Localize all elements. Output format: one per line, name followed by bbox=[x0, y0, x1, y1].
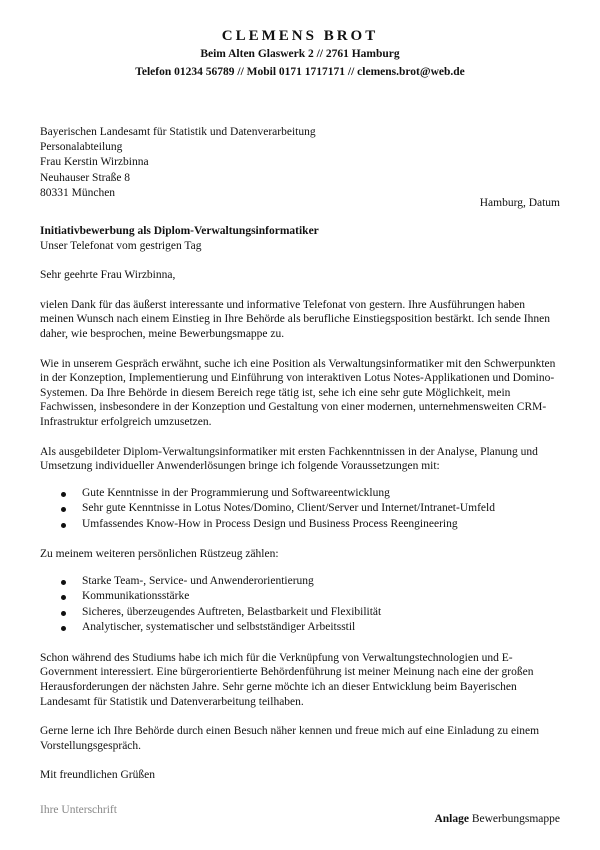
recipient-line: Bayerischen Landesamt für Statistik und Datenverarbeitung bbox=[40, 126, 316, 138]
enclosure-label: Anlage bbox=[434, 813, 469, 825]
sender-address: Beim Alten Glaswerk 2 // 2761 Hamburg bbox=[200, 48, 400, 60]
list-item-text: Kommunikationsstärke bbox=[82, 590, 190, 603]
bullet-icon bbox=[61, 492, 66, 497]
list-item bbox=[82, 589, 560, 605]
paragraph: vielen Dank für das äußerst interessante und informative Telefonat von gestern. Ihre Ausführungen haben meinen Wunsch nach einem Einstieg in Ihre Behörde als berufliche Einstiegsposition bestärkt. Ich sende Ihnen daher, wie besprochen, meine Bewerbungsmappe zu. bbox=[40, 298, 550, 340]
list-item-text: Starke Team-, Service- und Anwenderorientierung bbox=[82, 574, 314, 587]
paragraph: Zu meinem weiteren persönlichen Rüstzeug zählen: bbox=[40, 548, 279, 561]
bullet-icon bbox=[61, 611, 66, 616]
qualifications-list bbox=[40, 486, 560, 533]
enclosure-note bbox=[434, 813, 560, 825]
skills-list bbox=[40, 574, 560, 636]
paragraph: Schon während des Studiums habe ich mich für die Verknüpfung von Verwaltungstechnologien und E-Government interessiert. Eine bürgerorientierte Behördenführung ist meiner Meinung nach eine der großen Herausforderungen der nächsten Jahre. Sehr gerne möchte ich an dieser Entwicklung beim Bayerischen Landesamt für Statistik und Datenverarbeitung teilhaben. bbox=[40, 651, 534, 708]
recipient-address bbox=[40, 125, 316, 201]
list-item-text: Sicheres, überzeugendes Auftreten, Belastbarkeit und Flexibilität bbox=[82, 605, 382, 618]
enclosure-value: Bewerbungsmappe bbox=[471, 813, 560, 825]
list-item bbox=[82, 620, 560, 636]
signature-placeholder: Ihre Unterschrift bbox=[40, 803, 117, 816]
list-item bbox=[82, 501, 560, 517]
bullet-icon bbox=[61, 523, 66, 528]
list-item bbox=[82, 605, 560, 621]
recipient-line: Neuhauser Straße 8 bbox=[40, 171, 131, 184]
list-item-text: Umfassendes Know-How in Process Design und Business Process Reengineering bbox=[82, 517, 458, 530]
recipient-line: Frau Kerstin Wirzbinna bbox=[40, 156, 149, 169]
letterhead bbox=[0, 27, 600, 81]
letter-body bbox=[40, 224, 560, 818]
paragraph: Gerne lerne ich Ihre Behörde durch einen Besuch näher kennen und freue mich auf eine Einladung zu einem Vorstellungsgespräch. bbox=[40, 725, 540, 752]
bullet-icon bbox=[61, 595, 66, 600]
salutation: Sehr geehrte Frau Wirzbinna, bbox=[40, 269, 176, 282]
bullet-icon bbox=[61, 580, 66, 585]
list-item-text: Sehr gute Kenntnisse in Lotus Notes/Domino, Client/Server und Internet/Intranet-Umfeld bbox=[82, 502, 495, 515]
list-item bbox=[82, 574, 560, 590]
sender-contact: Telefon 01234 56789 // Mobil 0171 1717171 // clemens.brot@web.de bbox=[135, 66, 465, 78]
recipient-line: 80331 München bbox=[40, 186, 116, 199]
list-item-text: Gute Kenntnisse in der Programmierung und Softwareentwicklung bbox=[82, 486, 390, 499]
closing: Mit freundlichen Grüßen bbox=[40, 769, 155, 782]
bullet-icon bbox=[61, 626, 66, 631]
bullet-icon bbox=[61, 507, 66, 512]
list-item bbox=[82, 486, 560, 502]
recipient-line: Personalabteilung bbox=[40, 141, 123, 154]
paragraph: Wie in unserem Gespräch erwähnt, suche ich eine Position als Verwaltungsinformatiker mit den Schwerpunkten in der Konzeption, Implementierung und Einführung von interaktiven Lotus Notes-Applikationen und Domino-Systemen. Da Ihre Behörde in diesem Bereich rege tätig ist, sehe ich eine sehr gute Möglichkeit, mein Fachwissen, insbesondere in der Konzeption und Gestaltung von einer modernen, unternehmensweiten CRM-Infrastruktur erfolgreich umzusetzen. bbox=[40, 357, 556, 428]
reference-line: Unser Telefonat vom gestrigen Tag bbox=[40, 239, 202, 252]
sender-name: CLEMENS BROT bbox=[221, 28, 379, 44]
paragraph: Als ausgebildeter Diplom-Verwaltungsinformatiker mit ersten Fachkenntnissen in der Analyse, Planung und Umsetzung individueller Anwenderlösungen bringe ich folgende Voraussetzungen mit: bbox=[40, 445, 538, 473]
subject-line: Initiativbewerbung als Diplom-Verwaltungsinformatiker bbox=[40, 225, 319, 237]
list-item-text: Analytischer, systematischer und selbstständiger Arbeitsstil bbox=[82, 621, 356, 634]
list-item bbox=[82, 517, 560, 533]
letter-date: Hamburg, Datum bbox=[479, 197, 560, 209]
